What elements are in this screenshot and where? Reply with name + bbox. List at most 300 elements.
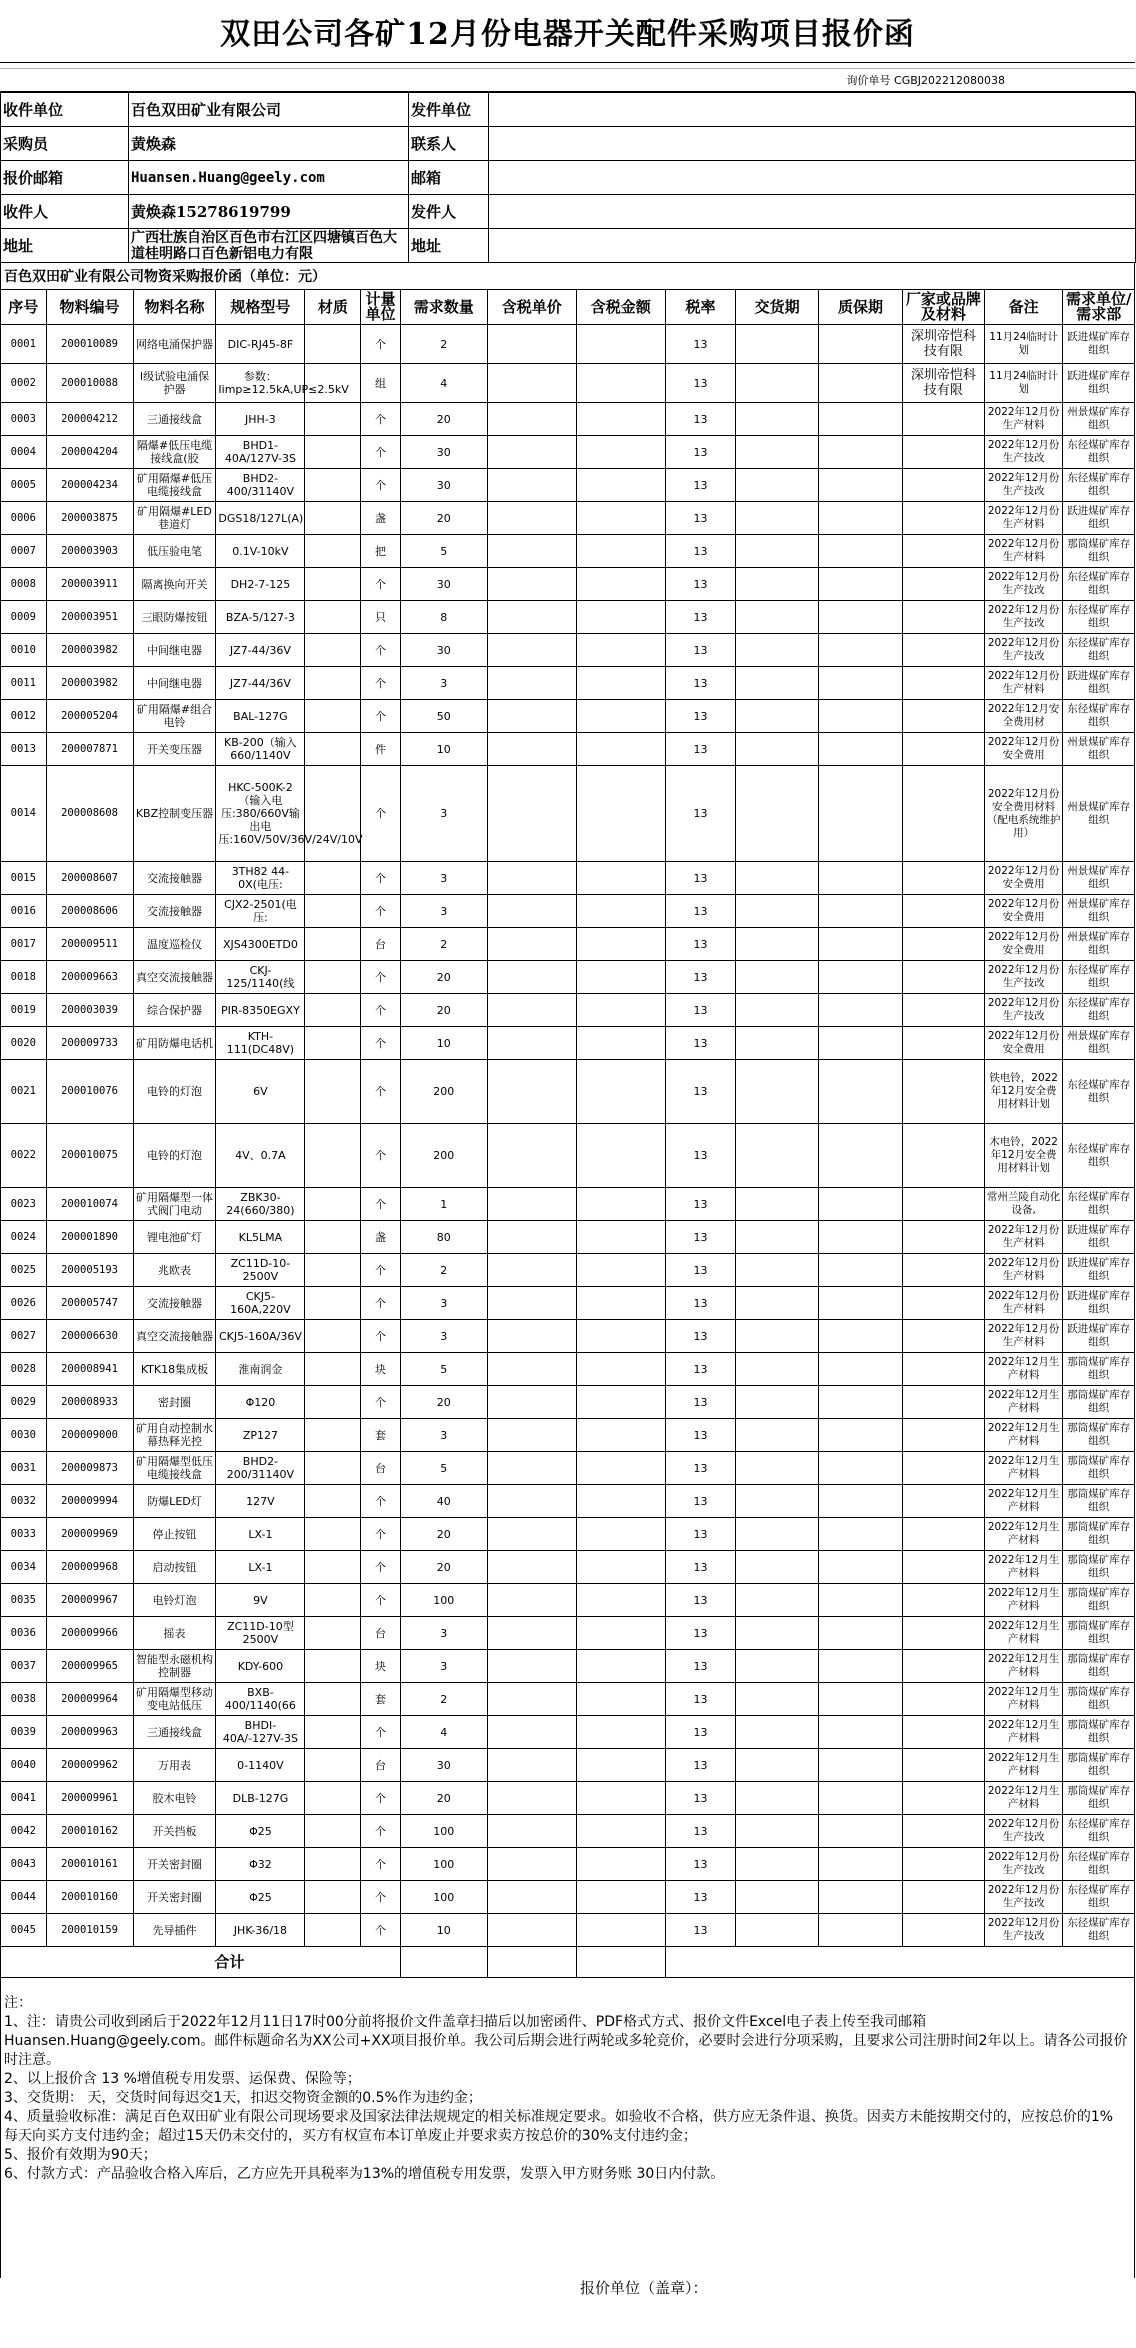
remark: 2022年12月份生产技改 — [984, 568, 1063, 601]
delivery-cell[interactable] — [736, 928, 819, 961]
delivery-cell[interactable] — [736, 403, 819, 436]
unit-price-cell[interactable] — [487, 1914, 576, 1947]
table-row — [1, 1254, 1135, 1287]
unit-price-cell[interactable] — [487, 1353, 576, 1386]
unit: 个 — [361, 469, 400, 502]
unit-price-cell[interactable] — [487, 1386, 576, 1419]
delivery-cell[interactable] — [736, 862, 819, 895]
department: 那筒煤矿库存组织 — [1063, 1518, 1135, 1551]
sender-value[interactable] — [489, 195, 1136, 229]
table-row — [1, 928, 1135, 961]
mail-value[interactable] — [489, 161, 1136, 195]
remark: 2022年12月生产材料 — [984, 1782, 1063, 1815]
warranty-cell[interactable] — [819, 1617, 903, 1650]
warranty-cell[interactable] — [819, 502, 903, 535]
unit-price-cell[interactable] — [487, 1485, 576, 1518]
row-no: 0022 — [1, 1124, 47, 1188]
warranty-cell[interactable] — [819, 1551, 903, 1584]
material-cell[interactable] — [305, 469, 361, 502]
amount-cell[interactable] — [576, 928, 665, 961]
warranty-cell[interactable] — [819, 961, 903, 994]
warranty-cell[interactable] — [819, 1452, 903, 1485]
amount-cell[interactable] — [576, 766, 665, 862]
unit-price-cell[interactable] — [487, 1584, 576, 1617]
material-cell[interactable] — [305, 1848, 361, 1881]
delivery-cell[interactable] — [736, 1782, 819, 1815]
material-cell[interactable] — [305, 1353, 361, 1386]
tax-rate: 13 — [665, 1716, 735, 1749]
delivery-cell[interactable] — [736, 1254, 819, 1287]
warranty-cell[interactable] — [819, 1060, 903, 1124]
warranty-cell[interactable] — [819, 994, 903, 1027]
delivery-cell[interactable] — [736, 1749, 819, 1782]
amount-cell[interactable] — [576, 1518, 665, 1551]
delivery-cell[interactable] — [736, 1848, 819, 1881]
items-table — [0, 289, 1135, 1978]
material-name: 开关挡板 — [133, 1815, 216, 1848]
unit: 盏 — [361, 1221, 400, 1254]
warranty-cell[interactable] — [819, 1485, 903, 1518]
row-no: 0011 — [1, 667, 47, 700]
brand — [902, 1716, 984, 1749]
delivery-cell[interactable] — [736, 1914, 819, 1947]
delivery-cell[interactable] — [736, 325, 819, 364]
material-cell[interactable] — [305, 634, 361, 667]
unit-price-cell[interactable] — [487, 1650, 576, 1683]
remark: 2022年12月份生产材料 — [984, 535, 1063, 568]
unit-price-cell[interactable] — [487, 994, 576, 1027]
amount-cell[interactable] — [576, 1452, 665, 1485]
delivery-cell[interactable] — [736, 1320, 819, 1353]
brand — [902, 1353, 984, 1386]
spec-model: 127V — [216, 1485, 305, 1518]
receiver-unit-value: 百色双田矿业有限公司 — [129, 93, 409, 127]
amount-cell[interactable] — [576, 1683, 665, 1716]
warranty-cell[interactable] — [819, 1386, 903, 1419]
row-no: 0040 — [1, 1749, 47, 1782]
unit-price-cell[interactable] — [487, 1749, 576, 1782]
amount-cell[interactable] — [576, 364, 665, 403]
delivery-cell[interactable] — [736, 994, 819, 1027]
remark: 2022年12月份生产技改 — [984, 601, 1063, 634]
delivery-cell[interactable] — [736, 1518, 819, 1551]
material-cell[interactable] — [305, 1815, 361, 1848]
material-name: 矿用隔爆#组合电铃 — [133, 700, 216, 733]
signature-label: 报价单位（盖章）： — [580, 2279, 708, 2297]
delivery-cell[interactable] — [736, 1060, 819, 1124]
quantity: 8 — [400, 601, 487, 634]
delivery-cell[interactable] — [736, 895, 819, 928]
delivery-cell[interactable] — [736, 1683, 819, 1716]
warranty-cell[interactable] — [819, 1815, 903, 1848]
warranty-cell[interactable] — [819, 700, 903, 733]
material-cell[interactable] — [305, 862, 361, 895]
amount-cell[interactable] — [576, 961, 665, 994]
material-cell[interactable] — [305, 1124, 361, 1188]
material-cell[interactable] — [305, 1027, 361, 1060]
delivery-cell[interactable] — [736, 667, 819, 700]
warranty-cell[interactable] — [819, 634, 903, 667]
material-cell[interactable] — [305, 1914, 361, 1947]
material-cell[interactable] — [305, 700, 361, 733]
unit-price-cell[interactable] — [487, 862, 576, 895]
material-code: 200003982 — [46, 667, 133, 700]
warranty-cell[interactable] — [819, 733, 903, 766]
amount-cell[interactable] — [576, 733, 665, 766]
delivery-cell[interactable] — [736, 601, 819, 634]
delivery-cell[interactable] — [736, 1617, 819, 1650]
material-cell[interactable] — [305, 1254, 361, 1287]
amount-cell[interactable] — [576, 700, 665, 733]
amount-cell[interactable] — [576, 1716, 665, 1749]
unit-price-cell[interactable] — [487, 1881, 576, 1914]
material-cell[interactable] — [305, 1782, 361, 1815]
material-cell[interactable] — [305, 1060, 361, 1124]
warranty-cell[interactable] — [819, 1124, 903, 1188]
delivery-cell[interactable] — [736, 1716, 819, 1749]
warranty-cell[interactable] — [819, 436, 903, 469]
unit-price-cell[interactable] — [487, 1683, 576, 1716]
amount-cell[interactable] — [576, 895, 665, 928]
delivery-cell[interactable] — [736, 733, 819, 766]
amount-cell[interactable] — [576, 1485, 665, 1518]
table-row — [1, 667, 1135, 700]
material-cell[interactable] — [305, 1650, 361, 1683]
unit: 个 — [361, 1320, 400, 1353]
info-label: 收件人 — [1, 195, 129, 229]
amount-cell[interactable] — [576, 1287, 665, 1320]
row-no: 0008 — [1, 568, 47, 601]
unit-price-cell[interactable] — [487, 1060, 576, 1124]
warranty-cell[interactable] — [819, 1518, 903, 1551]
amount-cell[interactable] — [576, 1386, 665, 1419]
material-name: 兆欧表 — [133, 1254, 216, 1287]
unit-price-cell[interactable] — [487, 961, 576, 994]
amount-cell[interactable] — [576, 1188, 665, 1221]
warranty-cell[interactable] — [819, 928, 903, 961]
warranty-cell[interactable] — [819, 1749, 903, 1782]
warranty-cell[interactable] — [819, 568, 903, 601]
warranty-cell[interactable] — [819, 766, 903, 862]
amount-cell[interactable] — [576, 1914, 665, 1947]
brand — [902, 1287, 984, 1320]
delivery-cell[interactable] — [736, 1452, 819, 1485]
warranty-cell[interactable] — [819, 535, 903, 568]
quantity: 10 — [400, 1027, 487, 1060]
material-cell[interactable] — [305, 1221, 361, 1254]
warranty-cell[interactable] — [819, 1584, 903, 1617]
amount-cell[interactable] — [576, 862, 665, 895]
amount-cell[interactable] — [576, 502, 665, 535]
warranty-cell[interactable] — [819, 895, 903, 928]
brand — [902, 1320, 984, 1353]
amount-cell[interactable] — [576, 1881, 665, 1914]
unit-price-cell[interactable] — [487, 895, 576, 928]
unit-price-cell[interactable] — [487, 667, 576, 700]
material-cell[interactable] — [305, 994, 361, 1027]
amount-cell[interactable] — [576, 667, 665, 700]
delivery-cell[interactable] — [736, 1221, 819, 1254]
amount-cell[interactable] — [576, 1221, 665, 1254]
material-cell[interactable] — [305, 1617, 361, 1650]
material-cell[interactable] — [305, 1485, 361, 1518]
material-name: 启动按钮 — [133, 1551, 216, 1584]
amount-cell[interactable] — [576, 1848, 665, 1881]
warranty-cell[interactable] — [819, 1287, 903, 1320]
brand — [902, 469, 984, 502]
material-cell[interactable] — [305, 403, 361, 436]
warranty-cell[interactable] — [819, 1221, 903, 1254]
unit-price-cell[interactable] — [487, 1782, 576, 1815]
amount-cell[interactable] — [576, 634, 665, 667]
warranty-cell[interactable] — [819, 1716, 903, 1749]
material-cell[interactable] — [305, 436, 361, 469]
delivery-cell[interactable] — [736, 436, 819, 469]
spec-model: JZ7-44/36V — [216, 634, 305, 667]
unit-price-cell[interactable] — [487, 535, 576, 568]
delivery-cell[interactable] — [736, 1650, 819, 1683]
delivery-cell[interactable] — [736, 961, 819, 994]
warranty-cell[interactable] — [819, 601, 903, 634]
warranty-cell[interactable] — [819, 1848, 903, 1881]
unit-price-cell[interactable] — [487, 1254, 576, 1287]
unit-price-cell[interactable] — [487, 1551, 576, 1584]
unit-price-cell[interactable] — [487, 928, 576, 961]
spec-model: Φ120 — [216, 1386, 305, 1419]
unit: 块 — [361, 1650, 400, 1683]
unit-price-cell[interactable] — [487, 1124, 576, 1188]
amount-cell[interactable] — [576, 1124, 665, 1188]
warranty-cell[interactable] — [819, 1353, 903, 1386]
amount-cell[interactable] — [576, 1254, 665, 1287]
unit-price-cell[interactable] — [487, 1617, 576, 1650]
amount-cell[interactable] — [576, 1027, 665, 1060]
row-no: 0016 — [1, 895, 47, 928]
warranty-cell[interactable] — [819, 1914, 903, 1947]
material-cell[interactable] — [305, 1749, 361, 1782]
material-cell[interactable] — [305, 601, 361, 634]
remark: 2022年12月生产材料 — [984, 1584, 1063, 1617]
unit-price-cell[interactable] — [487, 733, 576, 766]
warranty-cell[interactable] — [819, 1188, 903, 1221]
delivery-cell[interactable] — [736, 568, 819, 601]
warranty-cell[interactable] — [819, 1254, 903, 1287]
warranty-cell[interactable] — [819, 1419, 903, 1452]
row-no: 0023 — [1, 1188, 47, 1221]
total-amount-cell[interactable] — [576, 1947, 665, 1978]
unit-price-cell[interactable] — [487, 1188, 576, 1221]
material-cell[interactable] — [305, 1584, 361, 1617]
material-cell[interactable] — [305, 733, 361, 766]
delivery-cell[interactable] — [736, 364, 819, 403]
brand — [902, 1749, 984, 1782]
unit-price-cell[interactable] — [487, 1221, 576, 1254]
unit-price-cell[interactable] — [487, 1716, 576, 1749]
material-cell[interactable] — [305, 1320, 361, 1353]
material-code: 200008606 — [46, 895, 133, 928]
amount-cell[interactable] — [576, 403, 665, 436]
delivery-cell[interactable] — [736, 1419, 819, 1452]
material-cell[interactable] — [305, 667, 361, 700]
row-no: 0025 — [1, 1254, 47, 1287]
unit-price-cell[interactable] — [487, 364, 576, 403]
unit: 个 — [361, 1914, 400, 1947]
unit-price-cell[interactable] — [487, 766, 576, 862]
warranty-cell[interactable] — [819, 403, 903, 436]
unit-price-cell[interactable] — [487, 1419, 576, 1452]
amount-cell[interactable] — [576, 1650, 665, 1683]
delivery-cell[interactable] — [736, 1188, 819, 1221]
delivery-cell[interactable] — [736, 1551, 819, 1584]
row-no: 0028 — [1, 1353, 47, 1386]
total-unit-price-cell[interactable] — [487, 1947, 576, 1978]
warranty-cell[interactable] — [819, 1782, 903, 1815]
delivery-cell[interactable] — [736, 1386, 819, 1419]
department: 那筒煤矿库存组织 — [1063, 1452, 1135, 1485]
delivery-cell[interactable] — [736, 1485, 819, 1518]
amount-cell[interactable] — [576, 1419, 665, 1452]
material-cell[interactable] — [305, 895, 361, 928]
amount-cell[interactable] — [576, 1782, 665, 1815]
amount-cell[interactable] — [576, 1320, 665, 1353]
warranty-cell[interactable] — [819, 325, 903, 364]
sender-address-value[interactable] — [489, 229, 1136, 263]
delivery-cell[interactable] — [736, 502, 819, 535]
amount-cell[interactable] — [576, 1551, 665, 1584]
material-cell[interactable] — [305, 1419, 361, 1452]
material-cell[interactable] — [305, 1287, 361, 1320]
warranty-cell[interactable] — [819, 1881, 903, 1914]
warranty-cell[interactable] — [819, 667, 903, 700]
unit-price-cell[interactable] — [487, 1320, 576, 1353]
unit-price-cell[interactable] — [487, 1287, 576, 1320]
amount-cell[interactable] — [576, 1749, 665, 1782]
unit-price-cell[interactable] — [487, 568, 576, 601]
unit: 个 — [361, 1716, 400, 1749]
material-cell[interactable] — [305, 1716, 361, 1749]
amount-cell[interactable] — [576, 469, 665, 502]
table-row — [1, 1452, 1135, 1485]
warranty-cell[interactable] — [819, 469, 903, 502]
material-cell[interactable] — [305, 766, 361, 862]
unit-price-cell[interactable] — [487, 1518, 576, 1551]
remark: 2022年12月份生产技改 — [984, 1848, 1063, 1881]
unit-price-cell[interactable] — [487, 502, 576, 535]
department: 州景煤矿库存组织 — [1063, 895, 1135, 928]
row-no: 0002 — [1, 364, 47, 403]
material-code: 200001890 — [46, 1221, 133, 1254]
warranty-cell[interactable] — [819, 1320, 903, 1353]
material-cell[interactable] — [305, 1452, 361, 1485]
unit-price-cell[interactable] — [487, 436, 576, 469]
unit-price-cell[interactable] — [487, 700, 576, 733]
material-code: 200003875 — [46, 502, 133, 535]
delivery-cell[interactable] — [736, 535, 819, 568]
delivery-cell[interactable] — [736, 1124, 819, 1188]
row-no: 0031 — [1, 1452, 47, 1485]
unit: 盏 — [361, 502, 400, 535]
material-cell[interactable] — [305, 502, 361, 535]
unit-price-cell[interactable] — [487, 325, 576, 364]
delivery-cell[interactable] — [736, 469, 819, 502]
amount-cell[interactable] — [576, 436, 665, 469]
amount-cell[interactable] — [576, 1060, 665, 1124]
unit-price-cell[interactable] — [487, 1027, 576, 1060]
amount-cell[interactable] — [576, 994, 665, 1027]
unit: 个 — [361, 1551, 400, 1584]
material-cell[interactable] — [305, 928, 361, 961]
table-row — [1, 1848, 1135, 1881]
delivery-cell[interactable] — [736, 634, 819, 667]
material-cell[interactable] — [305, 1683, 361, 1716]
brand — [902, 502, 984, 535]
spec-model: Φ25 — [216, 1815, 305, 1848]
material-name: 矿用隔爆#低压电缆接线盒 — [133, 469, 216, 502]
material-code: 200010159 — [46, 1914, 133, 1947]
unit: 个 — [361, 1386, 400, 1419]
delivery-cell[interactable] — [736, 1881, 819, 1914]
delivery-cell[interactable] — [736, 1353, 819, 1386]
warranty-cell[interactable] — [819, 1027, 903, 1060]
amount-cell[interactable] — [576, 1353, 665, 1386]
unit-price-cell[interactable] — [487, 469, 576, 502]
amount-cell[interactable] — [576, 568, 665, 601]
unit-price-cell[interactable] — [487, 634, 576, 667]
delivery-cell[interactable] — [736, 1027, 819, 1060]
amount-cell[interactable] — [576, 1617, 665, 1650]
quantity: 20 — [400, 403, 487, 436]
material-cell[interactable] — [305, 961, 361, 994]
delivery-cell[interactable] — [736, 1815, 819, 1848]
material-cell[interactable] — [305, 568, 361, 601]
warranty-cell[interactable] — [819, 1650, 903, 1683]
unit-price-cell[interactable] — [487, 1848, 576, 1881]
material-cell[interactable] — [305, 1386, 361, 1419]
unit-price-cell[interactable] — [487, 1452, 576, 1485]
delivery-cell[interactable] — [736, 766, 819, 862]
remark: 2022年12月份生产材料 — [984, 667, 1063, 700]
warranty-cell[interactable] — [819, 1683, 903, 1716]
sender-unit-value[interactable] — [489, 93, 1136, 127]
warranty-cell[interactable] — [819, 364, 903, 403]
brand — [902, 1518, 984, 1551]
amount-cell[interactable] — [576, 601, 665, 634]
delivery-cell[interactable] — [736, 1287, 819, 1320]
unit-price-cell[interactable] — [487, 403, 576, 436]
material-cell[interactable] — [305, 325, 361, 364]
unit-price-cell[interactable] — [487, 1815, 576, 1848]
material-name: 矿用防爆电话机 — [133, 1027, 216, 1060]
spec-model: BHD1-40A/127V-3S — [216, 436, 305, 469]
info-label: 地址 — [1, 229, 129, 263]
material-cell[interactable] — [305, 1881, 361, 1914]
amount-cell[interactable] — [576, 1815, 665, 1848]
unit-price-cell[interactable] — [487, 601, 576, 634]
material-cell[interactable] — [305, 1551, 361, 1584]
info-table — [0, 92, 1136, 263]
warranty-cell[interactable] — [819, 862, 903, 895]
quantity: 2 — [400, 928, 487, 961]
material-cell[interactable] — [305, 1188, 361, 1221]
delivery-cell[interactable] — [736, 700, 819, 733]
amount-cell[interactable] — [576, 1584, 665, 1617]
material-cell[interactable] — [305, 535, 361, 568]
contact-value[interactable] — [489, 127, 1136, 161]
material-cell[interactable] — [305, 1518, 361, 1551]
amount-cell[interactable] — [576, 535, 665, 568]
delivery-cell[interactable] — [736, 1584, 819, 1617]
amount-cell[interactable] — [576, 325, 665, 364]
